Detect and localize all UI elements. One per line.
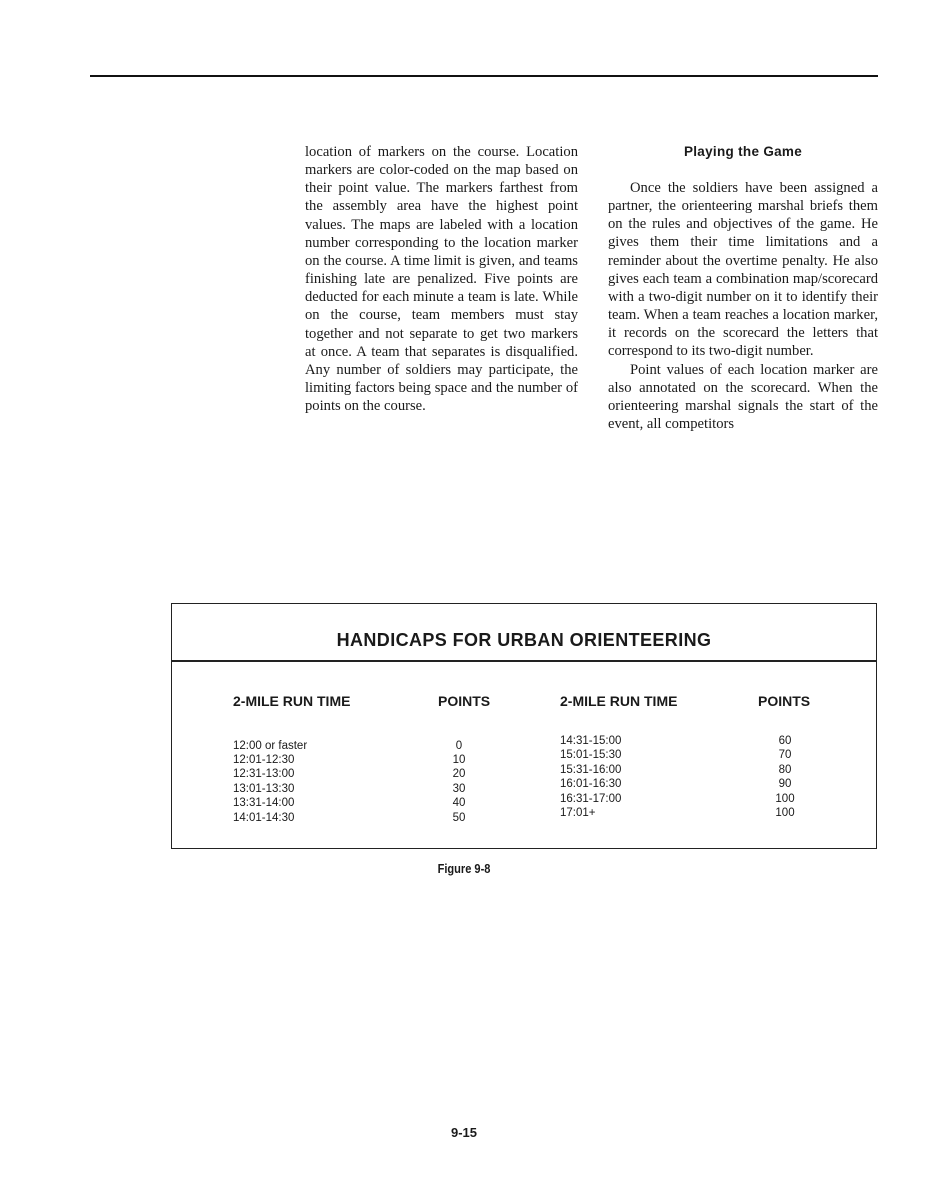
- left-row-points: 40: [452, 797, 466, 809]
- left-row-time: 12:01-12:30: [233, 754, 295, 766]
- left-row-points: 10: [452, 754, 466, 766]
- right-row-time: 17:01+: [560, 807, 596, 819]
- left-row-points: 0: [455, 740, 463, 752]
- right-row-points: 70: [778, 749, 792, 761]
- right-row-time: 14:31-15:00: [560, 735, 622, 747]
- right-row-time: 16:01-16:30: [560, 778, 622, 790]
- top-rule: [90, 75, 878, 77]
- right-row-points: 100: [775, 793, 795, 805]
- left-row-time: 12:00 or faster: [233, 740, 308, 752]
- right-row-time: 15:31-16:00: [560, 764, 622, 776]
- figure-caption: Figure 9-8: [437, 861, 491, 876]
- left-time-header: 2-MILE RUN TIME: [233, 693, 351, 709]
- right-time-header: 2-MILE RUN TIME: [560, 693, 678, 709]
- right-row-points: 100: [775, 807, 795, 819]
- right-column: [608, 143, 878, 433]
- page-number: 9-15: [450, 1125, 478, 1140]
- left-row-time: 12:31-13:00: [233, 768, 295, 780]
- right-row-points: 80: [778, 764, 792, 776]
- left-row-time: 14:01-14:30: [233, 812, 295, 824]
- right-points-header: POINTS: [758, 693, 811, 709]
- left-row-points: 20: [452, 768, 466, 780]
- left-points-header: POINTS: [438, 693, 491, 709]
- right-row-time: 16:31-17:00: [560, 793, 622, 805]
- title-divider: [172, 660, 876, 662]
- right-row-time: 15:01-15:30: [560, 749, 622, 761]
- handicap-table: [171, 603, 877, 849]
- right-paragraph-2: Point values of each location marker are also annotated on the scorecard. When the orienteering marshal signals the start of the event, all competitors: [608, 361, 878, 433]
- table-title: HANDICAPS FOR URBAN ORIENTEERING: [336, 630, 712, 650]
- right-row-points: 90: [778, 778, 792, 790]
- left-column: [305, 143, 578, 415]
- left-paragraph: location of markers on the course. Location markers are color-coded on the map based on their point value. The markers farthest from the assembly area have the highest point values. The maps are labeled with a location number corresponding to the location marker on the course. A time limit is given, and teams finishing late are penalized. Five points are deducted for each minute a team is late. While on the course, team members must stay together and not separate to get two markers at once. A team that separates is disqualified. Any number of soldiers may participate, the limiting factors being space and the number of points on the course.: [305, 144, 578, 415]
- right-paragraph-1: Once the soldiers have been assigned a partner, the orienteering marshal briefs them on the rules and objectives of the game. He gives them their time limitations and a reminder about the overtime penalty. He also gives each team a combination map/​scorecard with a two-digit number on it to identify their team. When a team reaches a location marker, it records on the scorecard the letters that correspond to its two-digit number.: [608, 180, 878, 360]
- left-row-points: 30: [452, 783, 466, 795]
- left-row-time: 13:31-14:00: [233, 797, 295, 809]
- right-row-points: 60: [778, 735, 792, 747]
- section-heading: Playing the Game: [683, 144, 803, 159]
- left-row-points: 50: [452, 812, 466, 824]
- left-row-time: 13:01-13:30: [233, 783, 295, 795]
